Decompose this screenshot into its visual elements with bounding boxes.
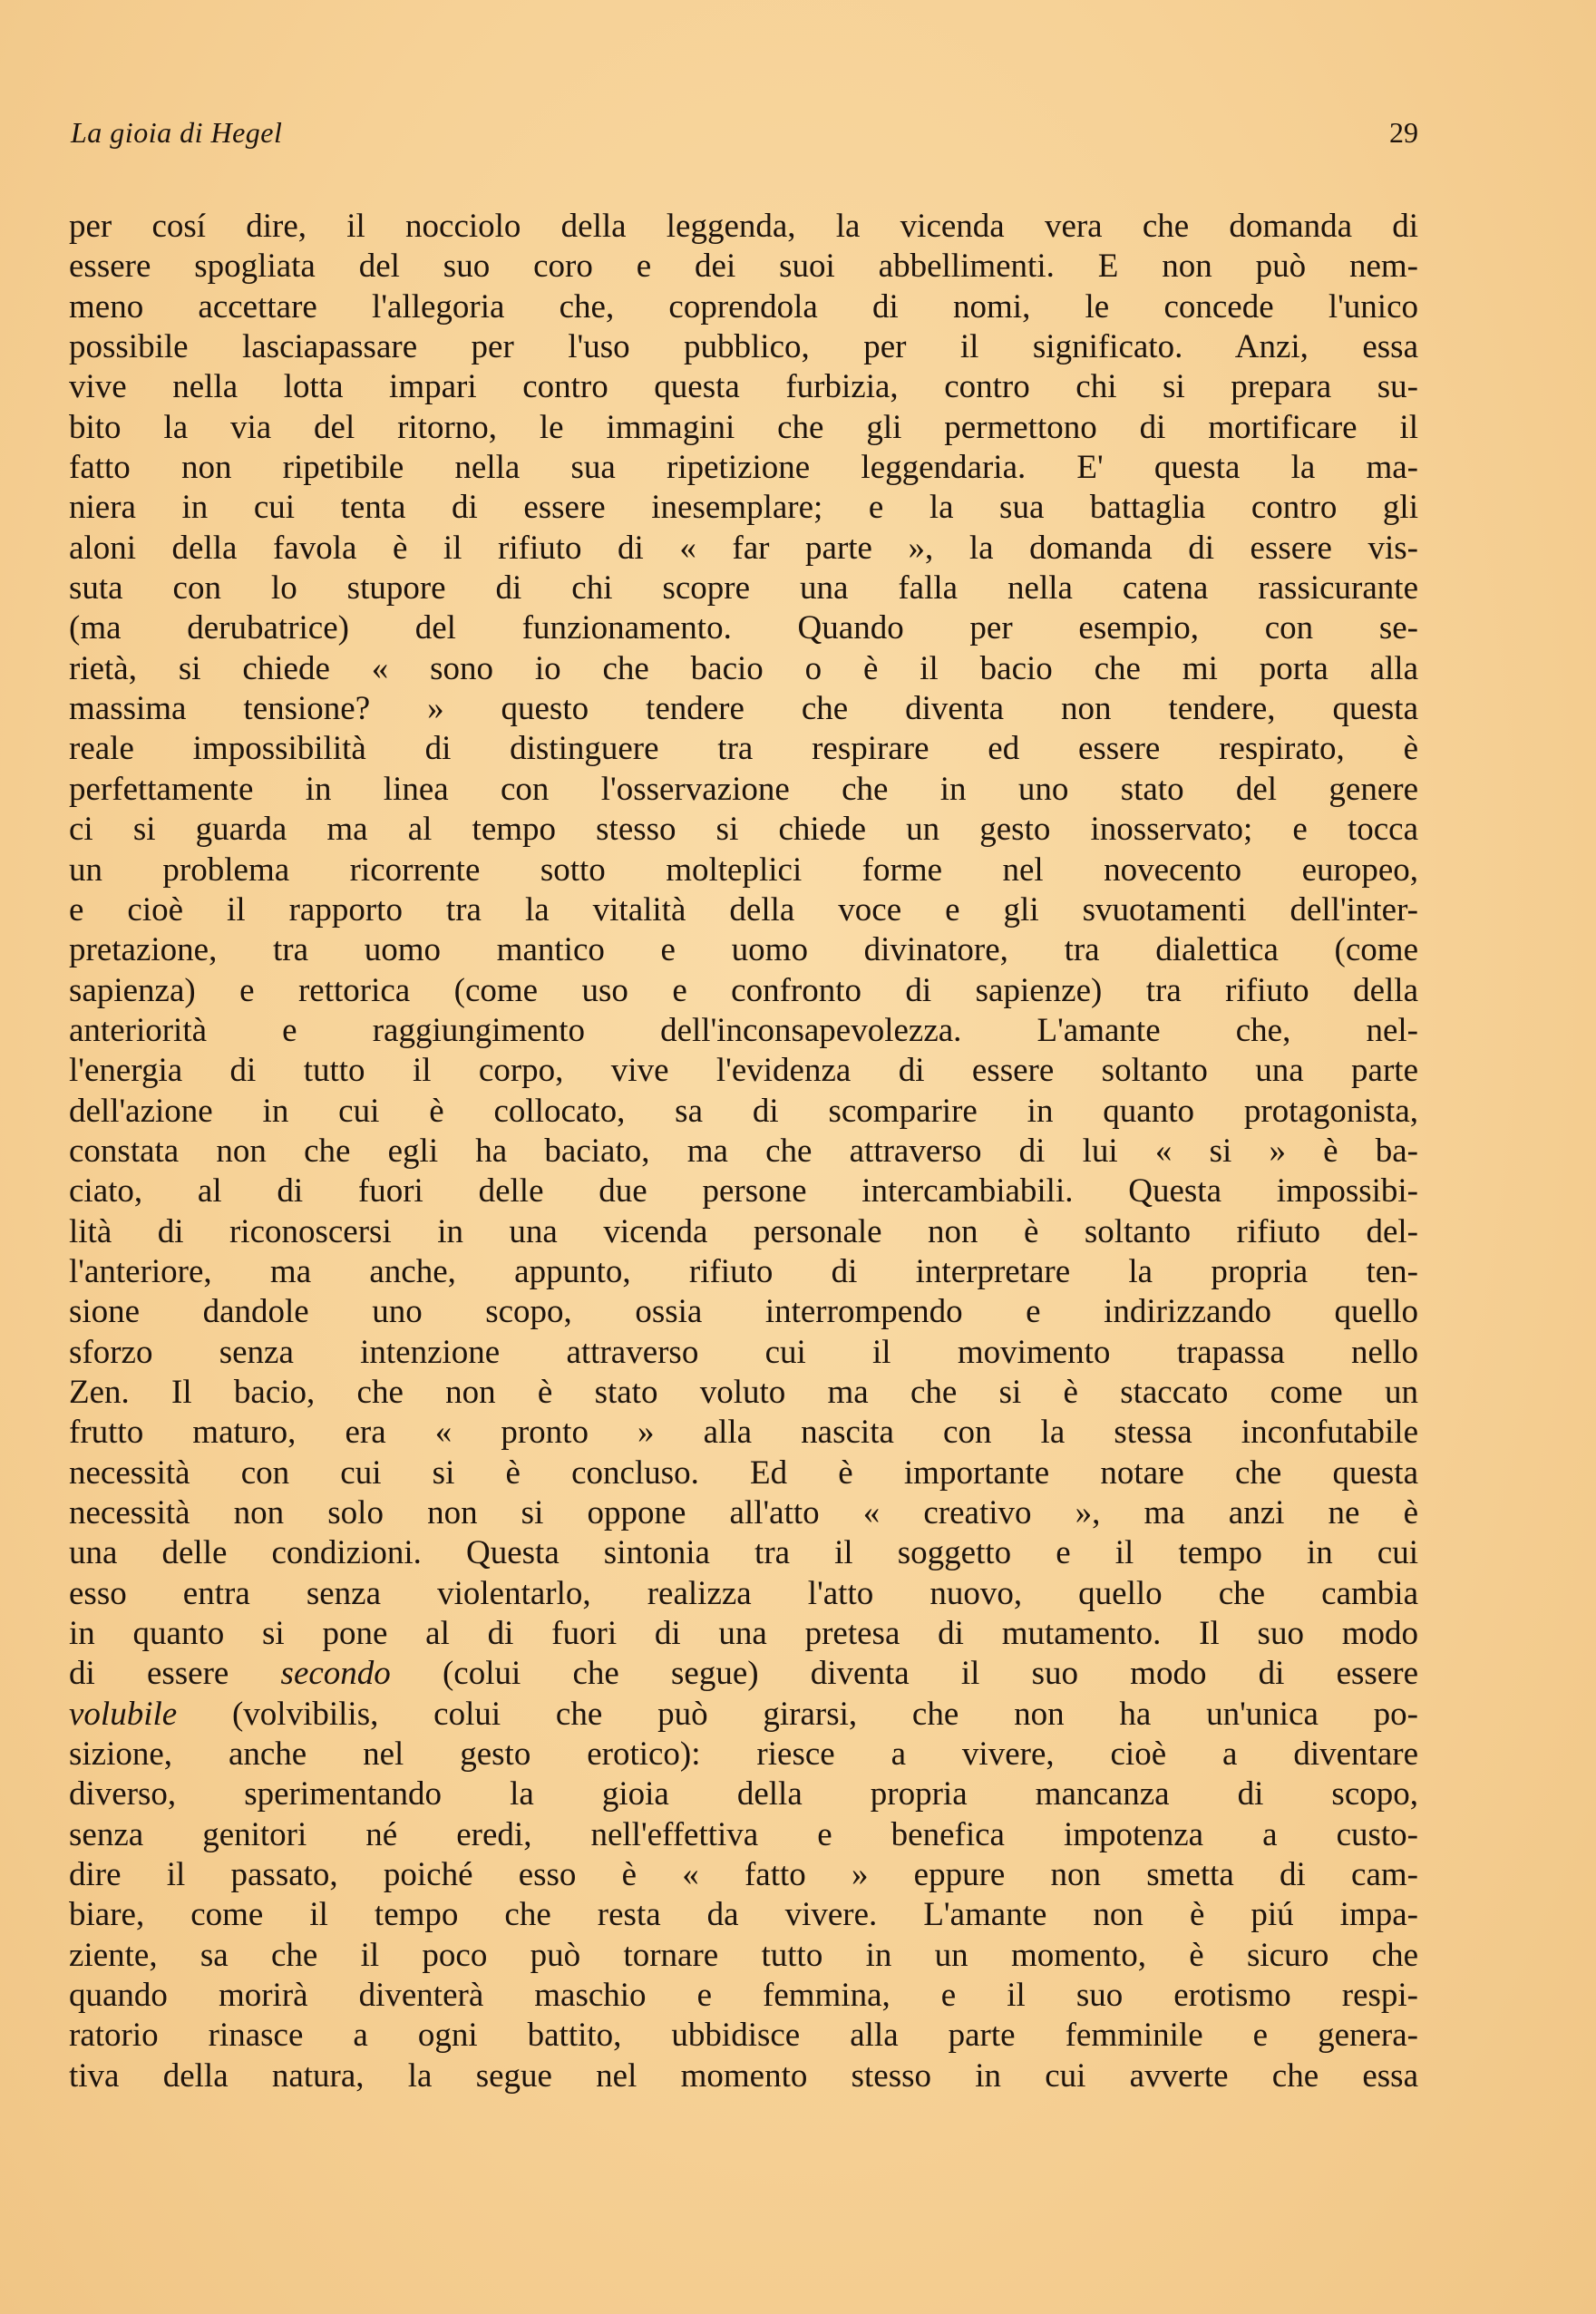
text-line: dell'azione in cui è collocato, sa di scomparire in quanto protagonista, (69, 1092, 1418, 1130)
text-line: (ma derubatrice) del funzionamento. Quando per esempio, con se- (69, 609, 1418, 647)
text-line: anteriorità e raggiungimento dell'inconsapevolezza. L'amante che, nel- (69, 1011, 1418, 1049)
text-line: ziente, sa che il poco può tornare tutto in un momento, è sicuro che (69, 1936, 1418, 1974)
text-line: ci si guarda ma al tempo stesso si chiede un gesto inosservato; e tocca (69, 811, 1418, 849)
text-line: necessità non solo non si oppone all'atto « creativo », ma anzi ne è (69, 1494, 1418, 1531)
text-line: dire il passato, poiché esso è « fatto » eppure non smetta di cam- (69, 1856, 1418, 1894)
text-line: frutto maturo, era « pronto » alla nascita con la stessa inconfutabile (69, 1414, 1418, 1452)
text-line: senza genitori né eredi, nell'effettiva e benefica impotenza a custo- (69, 1815, 1418, 1853)
text-line: essere spogliata del suo coro e dei suoi abbellimenti. E non può nem- (69, 248, 1418, 286)
text-line: per cosí dire, il nocciolo della leggenda, la vicenda vera che domanda di (69, 208, 1418, 245)
text-line: possibile lasciapassare per l'uso pubblico, per il significato. Anzi, essa (69, 328, 1418, 366)
text-segment: (colui che segue) diventa il suo modo di essere (390, 1655, 1418, 1693)
page-number: 29 (1389, 116, 1418, 149)
text-line: reale impossibilità di distinguere tra respirare ed essere respirato, è (69, 730, 1418, 768)
text-line: aloni della favola è il rifiuto di « far parte », la domanda di essere vis- (69, 529, 1418, 567)
text-segment: di essere (69, 1655, 281, 1693)
text-line: diverso, sperimentando la gioia della propria mancanza di scopo, (69, 1775, 1418, 1813)
running-head (71, 111, 1418, 154)
text-line: ratorio rinasce a ogni battito, ubbidisce alla parte femminile e genera- (69, 2017, 1418, 2055)
text-line: sizione, anche nel gesto erotico): riesce a vivere, cioè a diventare (69, 1736, 1418, 1774)
text-line: biare, come il tempo che resta da vivere. L'amante non è piú impa- (69, 1896, 1418, 1934)
text-line: sapienza) e rettorica (come uso e confronto di sapienze) tra rifiuto della (69, 971, 1418, 1009)
text-line: rietà, si chiede « sono io che bacio o è il bacio che mi porta alla (69, 649, 1418, 687)
text-line (69, 1654, 1418, 1694)
text-line: quando morirà diventerà maschio e femmina, e il suo erotismo respi- (69, 1977, 1418, 2015)
italic-term-secondo: secondo (280, 1655, 391, 1693)
running-title: La gioia di Hegel (71, 116, 283, 149)
text-line: ciato, al di fuori delle due persone intercambiabili. Questa impossibi- (69, 1172, 1418, 1210)
text-line: suta con lo stupore di chi scopre una falla nella catena rassicurante (69, 569, 1418, 608)
text-line: l'anteriore, ma anche, appunto, rifiuto di interpretare la propria ten- (69, 1252, 1418, 1290)
text-line: lità di riconoscersi in una vicenda personale non è soltanto rifiuto del- (69, 1212, 1418, 1250)
italic-term-volubile: volubile (69, 1695, 178, 1733)
text-line: vive nella lotta impari contro questa furbizia, contro chi si prepara su- (69, 368, 1418, 406)
text-line: niera in cui tenta di essere inesemplare; e la sua battaglia contro gli (69, 489, 1418, 527)
text-line: Zen. Il bacio, che non è stato voluto ma che si è staccato come un (69, 1373, 1418, 1411)
text-line: pretazione, tra uomo mantico e uomo divinatore, tra dialettica (come (69, 931, 1418, 969)
text-line: esso entra senza violentarlo, realizza l'atto nuovo, quello che cambia (69, 1574, 1418, 1612)
text-line: fatto non ripetibile nella sua ripetizione leggendaria. E' questa la ma- (69, 449, 1418, 487)
text-line: necessità con cui si è concluso. Ed è importante notare che questa (69, 1454, 1418, 1492)
text-line: una delle condizioni. Questa sintonia tra il soggetto e il tempo in cui (69, 1534, 1418, 1572)
text-line: sforzo senza intenzione attraverso cui il movimento trapassa nello (69, 1333, 1418, 1371)
text-line: massima tensione? » questo tendere che diventa non tendere, questa (69, 690, 1418, 728)
text-line: meno accettare l'allegoria che, coprendola di nomi, le concede l'unico (69, 287, 1418, 326)
text-line: l'energia di tutto il corpo, vive l'evidenza di essere soltanto una parte (69, 1052, 1418, 1090)
text-line: e cioè il rapporto tra la vitalità della voce e gli svuotamenti dell'inter- (69, 890, 1418, 929)
text-line: bito la via del ritorno, le immagini che gli permettono di mortificare il (69, 408, 1418, 446)
text-line: perfettamente in linea con l'osservazione che in uno stato del genere (69, 770, 1418, 808)
text-line (69, 1695, 1418, 1735)
body-text (69, 207, 1418, 2096)
text-line: sione dandole uno scopo, ossia interrompendo e indirizzando quello (69, 1293, 1418, 1331)
text-line: un problema ricorrente sotto molteplici forme nel novecento europeo, (69, 851, 1418, 889)
text-line: in quanto si pone al di fuori di una pretesa di mutamento. Il suo modo (69, 1615, 1418, 1653)
text-segment: (volvibilis, colui che può girarsi, che non ha un'unica po- (177, 1695, 1418, 1733)
text-line: tiva della natura, la segue nel momento stesso in cui avverte che essa (69, 2056, 1418, 2095)
text-line: constata non che egli ha baciato, ma che attraverso di lui « si » è ba- (69, 1132, 1418, 1170)
